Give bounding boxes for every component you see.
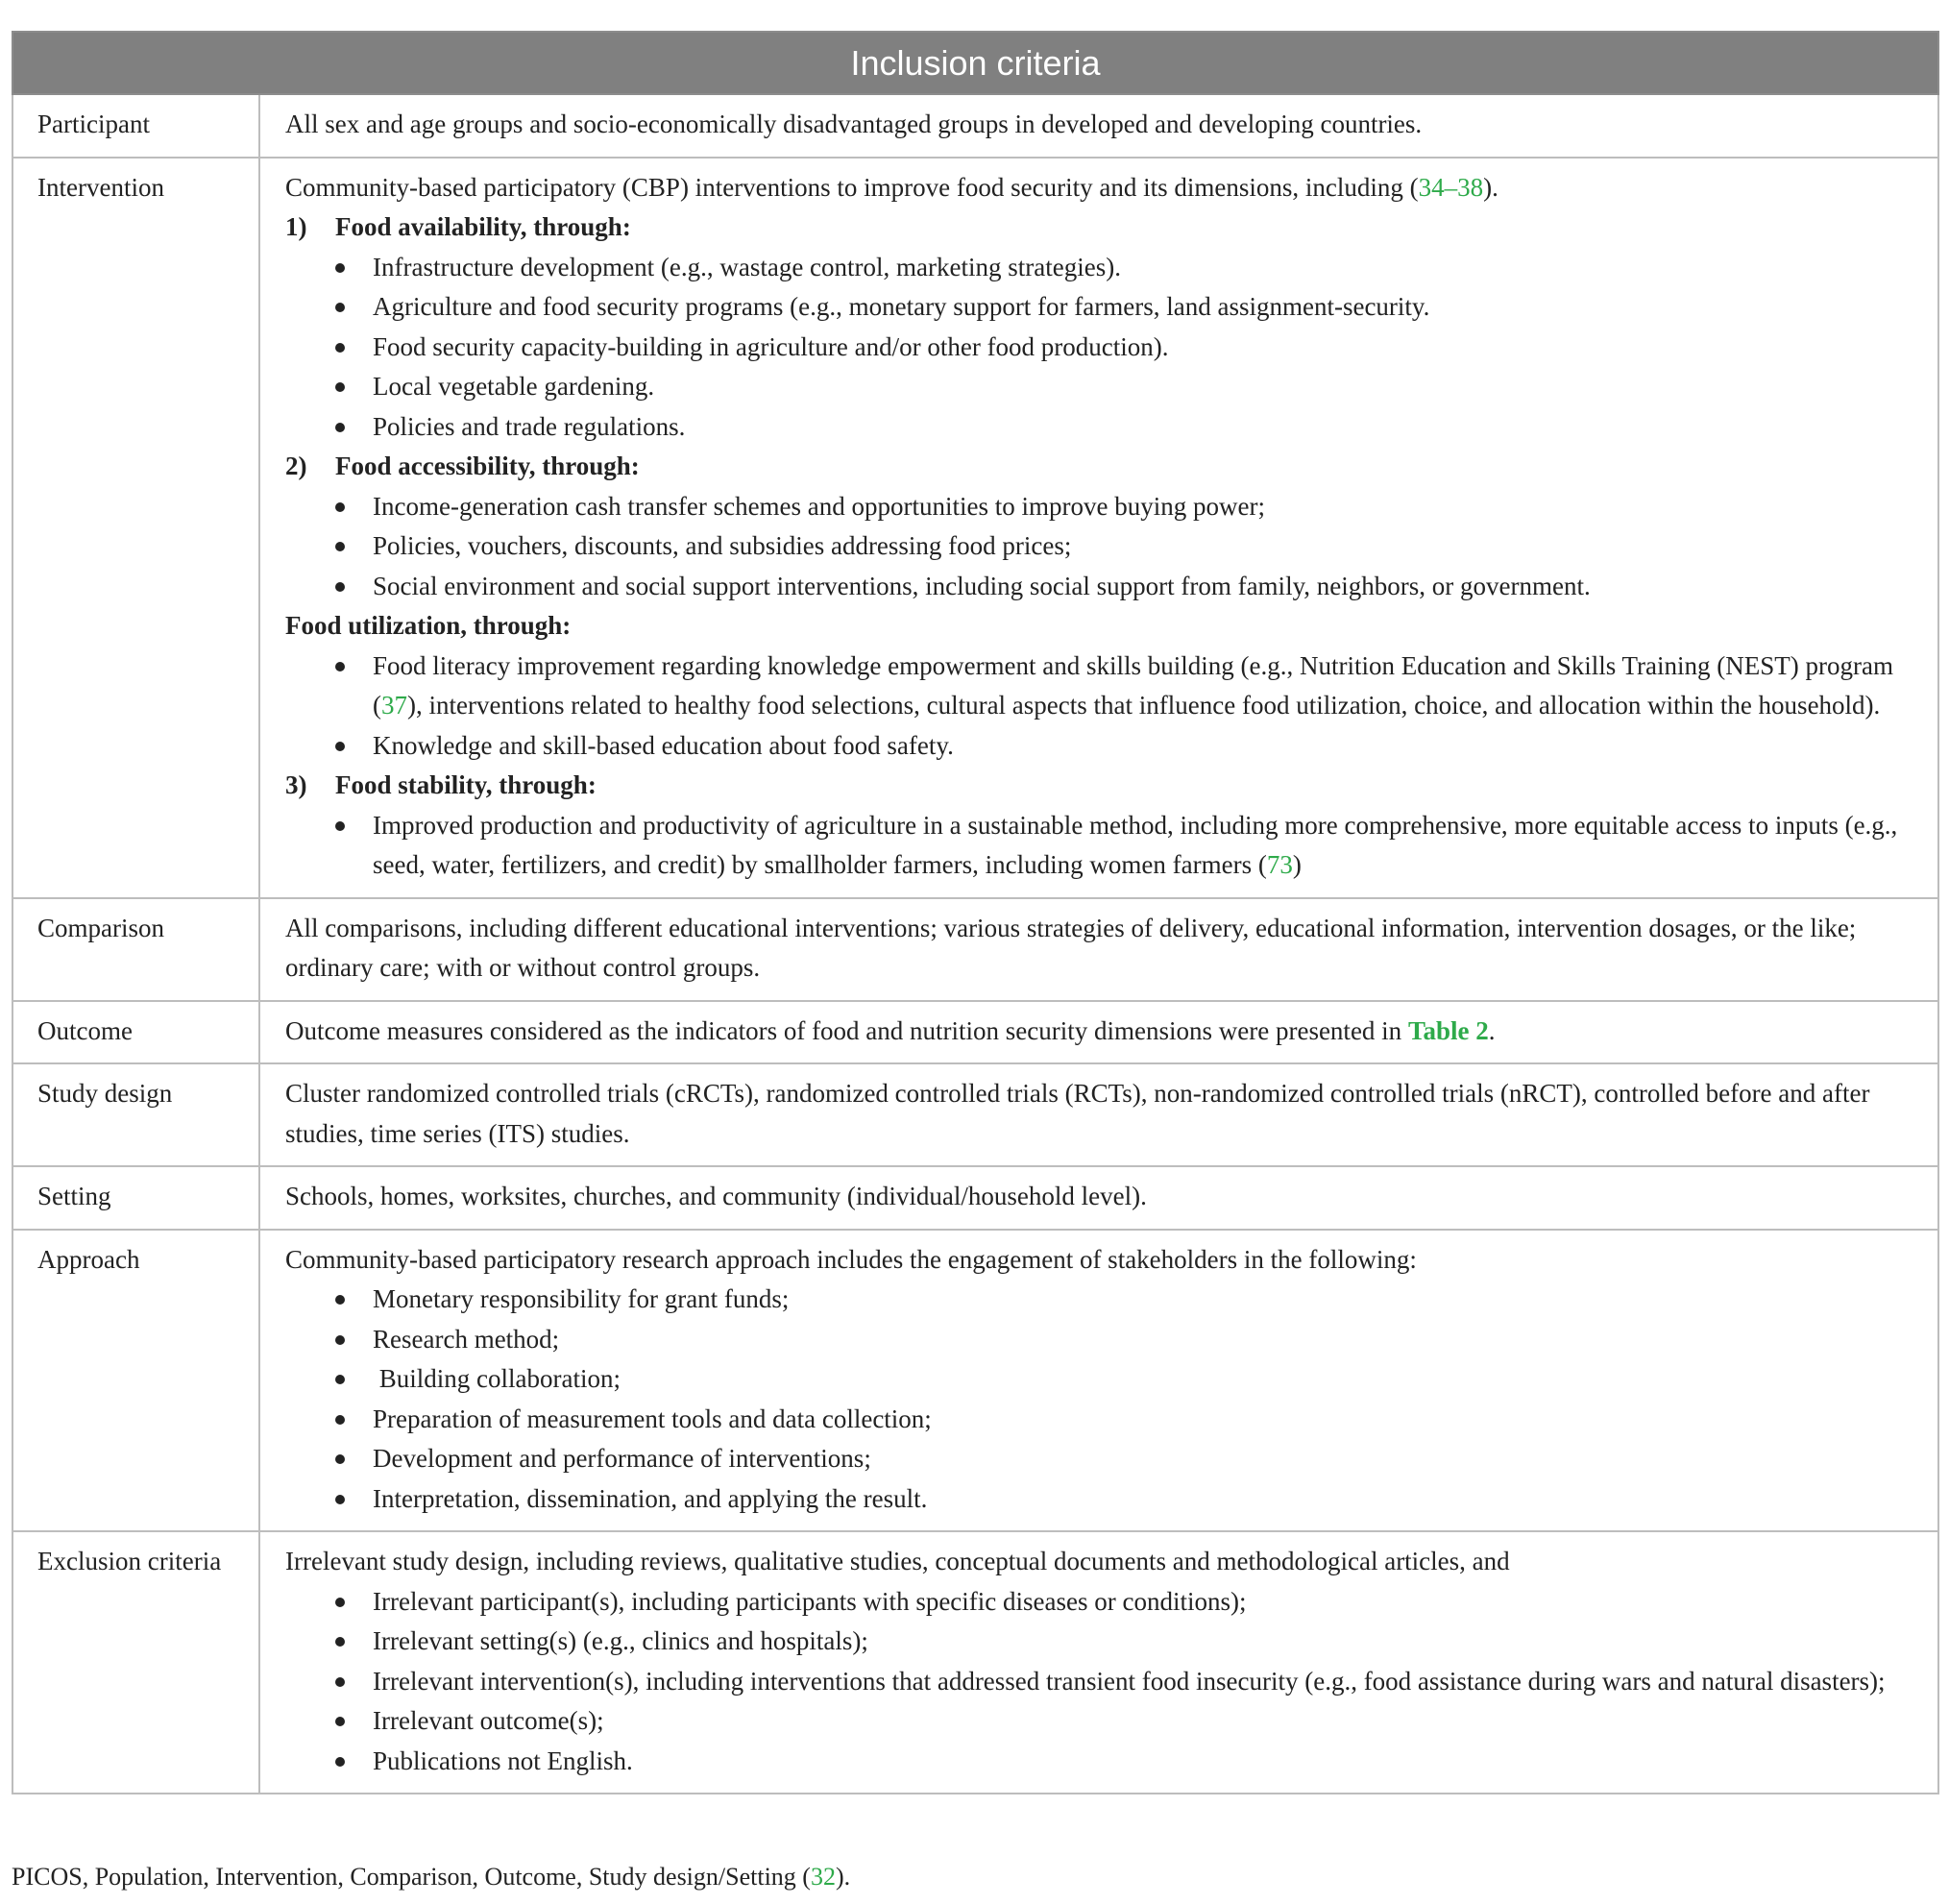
section-heading: Food stability, through: — [335, 770, 597, 799]
citation-link[interactable]: 34 — [1418, 172, 1445, 202]
list-item — [285, 367, 1912, 407]
row-content — [259, 1531, 1938, 1794]
bullet-icon — [335, 542, 345, 551]
bullet-icon — [335, 1415, 345, 1425]
list-item-text: Irrelevant participant(s), including participants with specific diseases or conditions); — [373, 1586, 1247, 1616]
row-label: Participant — [12, 94, 259, 158]
row-label: Outcome — [12, 1001, 259, 1064]
table-row-study-design — [12, 1063, 1938, 1166]
bullet-icon — [335, 662, 345, 671]
row-label: Exclusion criteria — [12, 1531, 259, 1794]
list-item — [285, 1479, 1912, 1520]
list-item-text: Preparation of measurement tools and data collection; — [373, 1404, 932, 1433]
section-accessibility — [285, 447, 1912, 487]
bullet-icon — [335, 821, 345, 831]
list-item — [285, 1582, 1912, 1623]
bullet-icon — [335, 423, 345, 432]
list-item — [285, 526, 1912, 567]
row-content: All sex and age groups and socio-economically disadvantaged groups in developed and developing countries. — [259, 94, 1938, 158]
list-item — [285, 1400, 1912, 1440]
outcome-end: . — [1488, 1015, 1496, 1045]
intro-text: Community-based participatory (CBP) interventions to improve food security and its dimensions, including ( — [285, 172, 1419, 202]
table-row-intervention — [12, 158, 1938, 898]
row-label: Setting — [12, 1166, 259, 1230]
list-item-text: Interpretation, dissemination, and applying the result. — [373, 1483, 928, 1513]
table-row-setting — [12, 1166, 1938, 1230]
list-item-text: Monetary responsibility for grant funds; — [373, 1284, 790, 1313]
intervention-intro — [285, 168, 1912, 208]
bullet-icon — [335, 1295, 345, 1305]
table-row-participant — [12, 94, 1938, 158]
citation-dash: – — [1444, 172, 1458, 202]
list-item-text: Social environment and social support interventions, including social support from family, neighbors, or government. — [373, 571, 1591, 600]
list-item-text: Income-generation cash transfer schemes and opportunities to improve buying power; — [373, 491, 1265, 521]
table-row-approach — [12, 1230, 1938, 1532]
section-availability — [285, 207, 1912, 248]
list-item — [285, 567, 1912, 607]
section-number: 3) — [285, 770, 307, 799]
list-item-text: Knowledge and skill-based education about food safety. — [373, 730, 954, 760]
table-row-outcome — [12, 1001, 1938, 1064]
list-item — [285, 407, 1912, 448]
row-label: Study design — [12, 1063, 259, 1166]
list-item-text: Irrelevant setting(s) (e.g., clinics and hospitals); — [373, 1626, 868, 1655]
citation-link[interactable]: 73 — [1266, 850, 1293, 879]
exclusion-intro: Irrelevant study design, including reviews, qualitative studies, conceptual documents and methodological articles, and — [285, 1547, 1510, 1575]
bullet-icon — [335, 1717, 345, 1726]
list-item-text: Infrastructure development (e.g., wastage control, marketing strategies). — [373, 252, 1121, 281]
criteria-table-container — [12, 31, 1937, 1794]
list-item-text: Publications not English. — [373, 1745, 633, 1775]
intro-end: ). — [1483, 172, 1498, 202]
citation-link[interactable]: 38 — [1457, 172, 1484, 202]
footnote-end: ). — [835, 1863, 851, 1891]
inclusion-criteria-table — [12, 31, 1939, 1794]
list-item — [285, 248, 1912, 288]
bullet-icon — [335, 1677, 345, 1687]
section-number: 2) — [285, 452, 307, 480]
approach-intro: Community-based participatory research approach includes the engagement of stakeholders in the following: — [285, 1244, 1417, 1274]
section-heading: Food accessibility, through: — [335, 452, 640, 480]
section-heading: Food availability, through: — [335, 212, 631, 241]
list-item — [285, 1622, 1912, 1662]
table-footnote — [12, 1860, 850, 1894]
bullet-icon — [335, 382, 345, 392]
bullet-icon — [335, 343, 345, 353]
list-item — [285, 1662, 1912, 1702]
row-content: Schools, homes, worksites, churches, and community (individual/household level). — [259, 1166, 1938, 1230]
list-item — [285, 806, 1912, 886]
bullet-icon — [335, 1598, 345, 1607]
outcome-text: Outcome measures considered as the indicators of food and nutrition security dimensions were presented in — [285, 1015, 1408, 1045]
bullet-icon — [335, 1375, 345, 1384]
row-label: Approach — [12, 1230, 259, 1532]
bullet-icon — [335, 1637, 345, 1647]
list-item-text: Irrelevant intervention(s), including interventions that addressed transient food insecurity (e.g., food assistance during wars and natural disasters); — [373, 1666, 1886, 1696]
row-content — [259, 1001, 1938, 1064]
footnote-text: PICOS, Population, Intervention, Comparison, Outcome, Study design/Setting ( — [12, 1863, 811, 1891]
bullet-icon — [335, 1495, 345, 1504]
list-item-text: Research method; — [373, 1324, 560, 1354]
list-item — [285, 287, 1912, 328]
list-item-text: Agriculture and food security programs (e.g., monetary support for farmers, land assignment-security. — [373, 292, 1430, 321]
row-content — [259, 158, 1938, 898]
bullet-icon — [335, 1454, 345, 1464]
bullet-icon — [335, 582, 345, 592]
table-title: Inclusion criteria — [12, 32, 1938, 94]
section-utilization: Food utilization, through: — [285, 611, 572, 640]
list-item — [285, 1280, 1912, 1320]
table-header-row — [12, 32, 1938, 94]
row-content: Cluster randomized controlled trials (cRCTs), randomized controlled trials (RCTs), non-randomized controlled trials (nRCT), controlled before and after studies, time series (ITS) studies. — [259, 1063, 1938, 1166]
table-row-comparison — [12, 898, 1938, 1001]
row-label: Intervention — [12, 158, 259, 898]
bullet-icon — [335, 1335, 345, 1345]
bullet-icon — [335, 742, 345, 751]
bullet-icon — [335, 1757, 345, 1767]
list-item-text: Development and performance of interventions; — [373, 1444, 871, 1473]
list-item — [285, 647, 1912, 726]
table-row-exclusion — [12, 1531, 1938, 1794]
list-item-text: ), interventions related to healthy food selections, cultural aspects that influence food utilization, choice, and allocation within the household). — [407, 691, 1881, 720]
list-item — [285, 1701, 1912, 1742]
list-item — [285, 726, 1912, 767]
list-item — [285, 1359, 1912, 1400]
list-item-text: Local vegetable gardening. — [373, 372, 655, 401]
section-stability — [285, 766, 1912, 806]
accessibility-list — [285, 487, 1912, 607]
utilization-list — [285, 647, 1912, 767]
approach-list — [285, 1280, 1912, 1519]
row-label: Comparison — [12, 898, 259, 1001]
row-content — [259, 1230, 1938, 1532]
list-item — [285, 328, 1912, 368]
list-item — [285, 1320, 1912, 1360]
bullet-icon — [335, 502, 345, 512]
citation-link[interactable]: 32 — [810, 1863, 836, 1891]
list-item-text: Policies and trade regulations. — [373, 411, 686, 441]
row-content: All comparisons, including different educational interventions; various strategies of delivery, educational information, intervention dosages, or the like; ordinary care; with or without control groups. — [259, 898, 1938, 1001]
availability-list — [285, 248, 1912, 448]
list-item-text: Improved production and productivity of agriculture in a sustainable method, including more comprehensive, more equitable access to inputs (e.g., seed, water, fertilizers, and credit) by smallholder farmers, including women farmers ( — [373, 810, 1898, 879]
list-item-text: ) — [1292, 850, 1302, 879]
table-2-link[interactable]: Table 2 — [1407, 1015, 1489, 1045]
list-item-text: Food security capacity-building in agriculture and/or other food production). — [373, 331, 1169, 361]
section-number: 1) — [285, 212, 307, 241]
list-item-text: Building collaboration; — [373, 1364, 621, 1393]
bullet-icon — [335, 303, 345, 312]
bullet-icon — [335, 263, 345, 273]
exclusion-list — [285, 1582, 1912, 1782]
list-item — [285, 487, 1912, 527]
stability-list — [285, 806, 1912, 886]
list-item-text: Irrelevant outcome(s); — [373, 1706, 604, 1735]
list-item-text: Policies, vouchers, discounts, and subsidies addressing food prices; — [373, 531, 1072, 560]
citation-link[interactable]: 37 — [381, 691, 407, 720]
list-item-text: Food literacy improvement regarding knowledge empowerment and skills building (e.g., Nutrition Education and Skills Training (NEST) program ( — [373, 650, 1893, 720]
list-item — [285, 1742, 1912, 1782]
list-item — [285, 1439, 1912, 1479]
